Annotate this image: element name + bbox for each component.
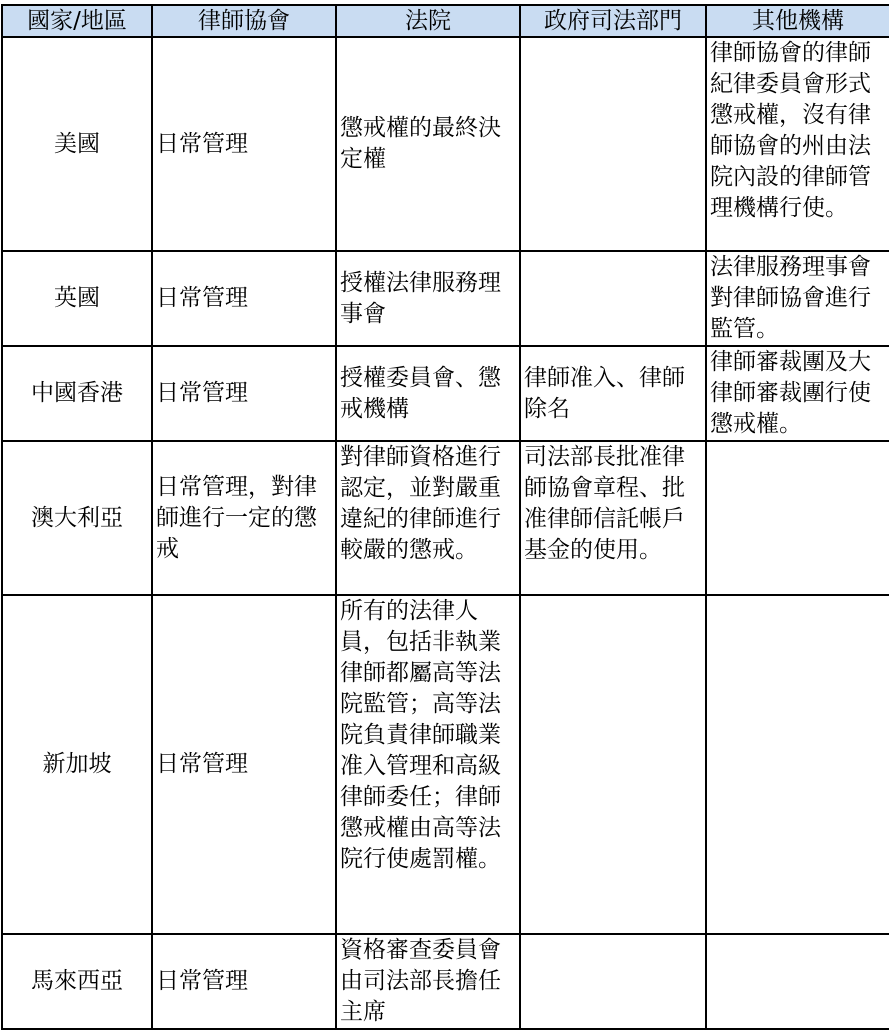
other-cell: 法律服務理事會對律師協會進行監管。 [706,251,889,346]
other-cell: 律師審裁團及大律師審裁團行使懲戒權。 [706,346,889,441]
other-cell [706,934,889,1029]
other-cell [706,595,889,934]
table-row [2,595,889,934]
bar-association-cell: 日常管理 [152,346,336,441]
court-cell: 授權法律服務理事會 [336,251,520,346]
header-country: 國家/地區 [2,5,152,37]
bar-association-cell: 日常管理 [152,595,336,934]
court-cell: 資格審查委員會由司法部長擔任主席 [336,934,520,1029]
bar-association-cell: 日常管理 [152,37,336,251]
country-cell: 馬來西亞 [2,934,152,1029]
regulation-table [1,4,889,1030]
bar-association-cell: 日常管理 [152,251,336,346]
country-cell: 英國 [2,251,152,346]
bar-association-cell: 日常管理 [152,934,336,1029]
justice-dept-cell [520,595,706,934]
header-justice-dept: 政府司法部門 [520,5,706,37]
justice-dept-cell [520,934,706,1029]
table-row [2,934,889,1029]
header-court: 法院 [336,5,520,37]
justice-dept-cell [520,251,706,346]
justice-dept-cell [520,37,706,251]
header-other: 其他機構 [706,5,889,37]
country-cell: 美國 [2,37,152,251]
justice-dept-cell: 司法部長批准律師協會章程、批准律師信託帳戶基金的使用。 [520,441,706,595]
bar-association-cell: 日常管理，對律師進行一定的懲戒 [152,441,336,595]
table-row [2,251,889,346]
justice-dept-cell: 律師准入、律師除名 [520,346,706,441]
country-cell: 澳大利亞 [2,441,152,595]
court-cell: 授權委員會、懲戒機構 [336,346,520,441]
header-bar-association: 律師協會 [152,5,336,37]
country-cell: 中國香港 [2,346,152,441]
court-cell: 懲戒權的最終決定權 [336,37,520,251]
table-row [2,441,889,595]
header-row [2,5,889,37]
court-cell: 所有的法律人員，包括非執業律師都屬高等法院監管；高等法院負責律師職業准入管理和高級律師委任；律師懲戒權由高等法院行使處罰權。 [336,595,520,934]
other-cell: 律師協會的律師紀律委員會形式懲戒權，沒有律師協會的州由法院內設的律師管理機構行使。 [706,37,889,251]
country-cell: 新加坡 [2,595,152,934]
other-cell [706,441,889,595]
table-row [2,37,889,251]
table-row [2,346,889,441]
court-cell: 對律師資格進行認定，並對嚴重違紀的律師進行較嚴的懲戒。 [336,441,520,595]
